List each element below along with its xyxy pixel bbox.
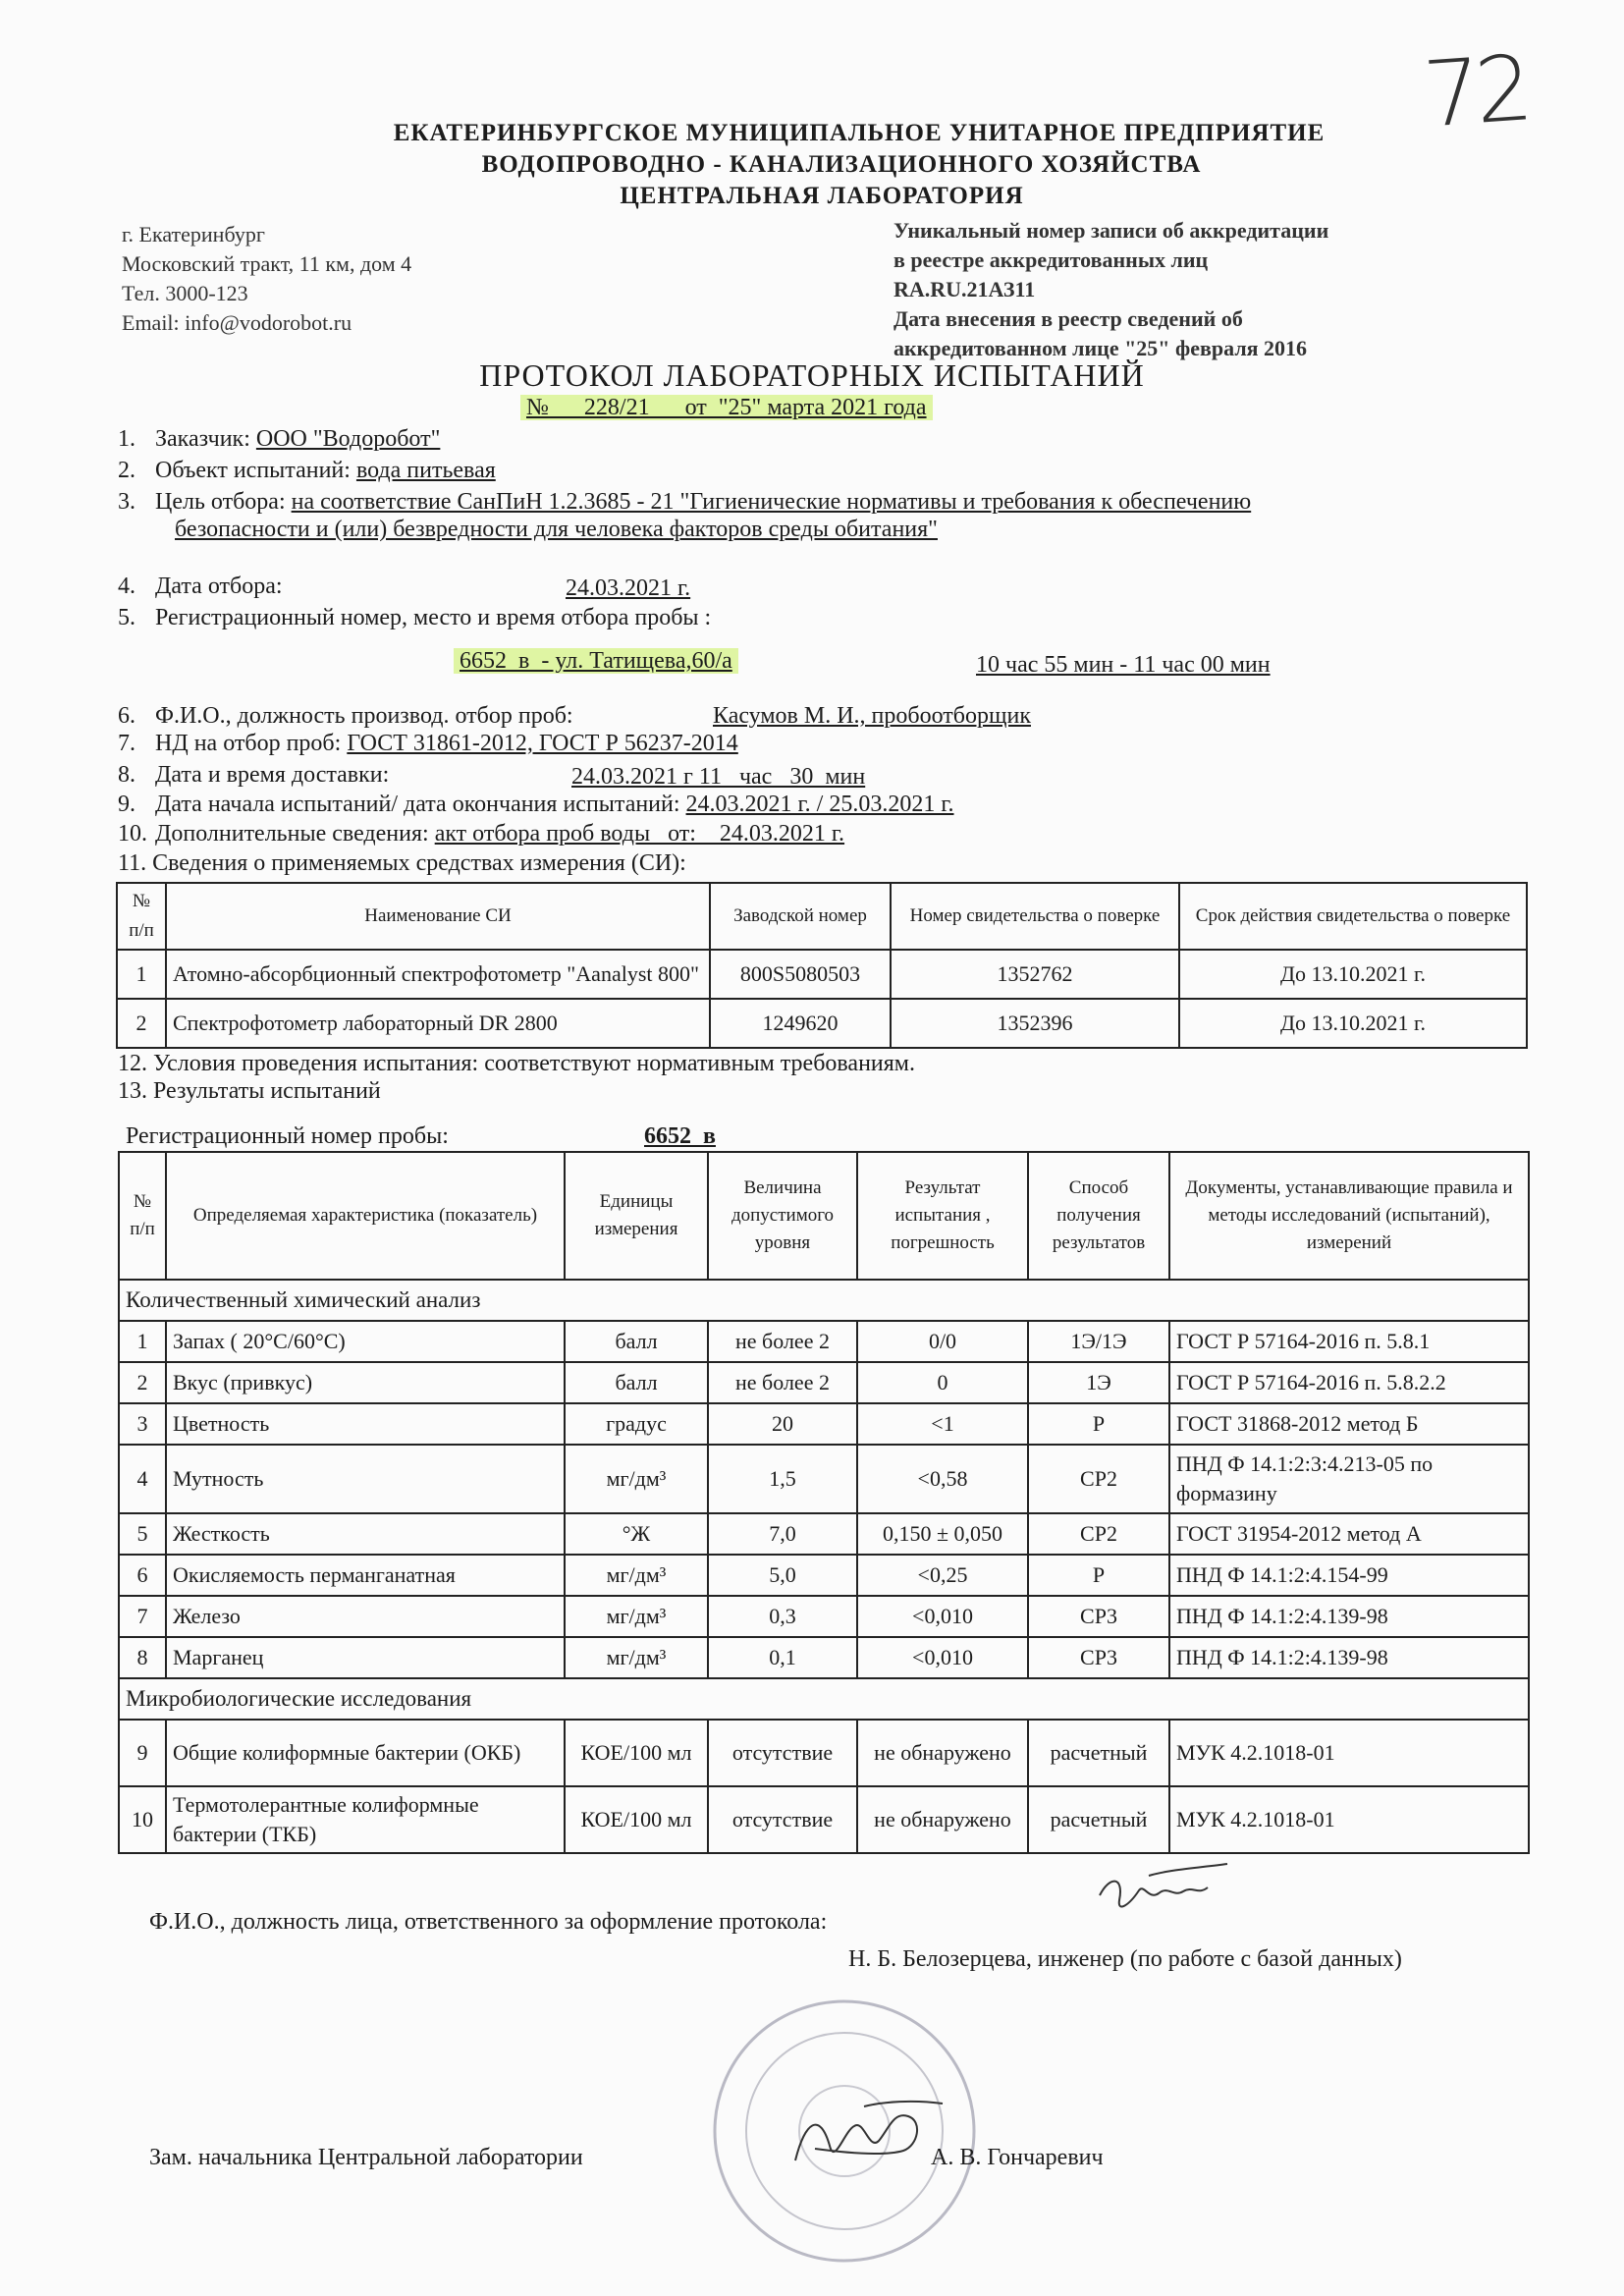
table-cell: 2 bbox=[117, 999, 166, 1048]
table-cell: До 13.10.2021 г. bbox=[1179, 950, 1527, 999]
address-street: Московский тракт, 11 км, дом 4 bbox=[122, 251, 412, 276]
item-number: 10. bbox=[118, 821, 147, 847]
table-cell: 0,1 bbox=[708, 1637, 857, 1678]
table-header-row bbox=[119, 1152, 1529, 1280]
table-cell: 3 bbox=[119, 1403, 166, 1445]
table-cell: 1249620 bbox=[710, 999, 891, 1048]
sample-place-value: 6652 в - ул. Татищева,60/а bbox=[454, 648, 738, 674]
item-label: Дата и время доставки: bbox=[155, 762, 390, 788]
accreditation-line2: в реестре аккредитованных лиц bbox=[893, 247, 1209, 272]
accreditation-line1: Уникальный номер записи об аккредитации bbox=[893, 218, 1329, 243]
table-cell: 6 bbox=[119, 1555, 166, 1596]
item-number: 5. bbox=[118, 605, 135, 630]
table-cell: Общие колиформные бактерии (ОКБ) bbox=[166, 1720, 565, 1786]
table-cell: мг/дм³ bbox=[565, 1596, 708, 1637]
accreditation-number: RA.RU.21АЗ11 bbox=[893, 277, 1036, 301]
sample-place bbox=[454, 648, 738, 675]
responsible-name: Н. Б. Белозерцева, инженер (по работе с базой данных) bbox=[848, 1946, 1402, 1972]
table-cell: балл bbox=[565, 1362, 708, 1403]
table-cell: 2 bbox=[119, 1362, 166, 1403]
item-label: НД на отбор проб: bbox=[155, 731, 342, 756]
table-cell: СР3 bbox=[1028, 1596, 1169, 1637]
table-cell: КОЕ/100 мл bbox=[565, 1786, 708, 1853]
item-number: 3. bbox=[118, 489, 135, 515]
responsible-label: Ф.И.О., должность лица, ответственного за оформление протокола: bbox=[149, 1909, 828, 1935]
item-sampler bbox=[118, 703, 573, 730]
table-cell: <0,010 bbox=[857, 1637, 1028, 1678]
table-cell: 20 bbox=[708, 1403, 857, 1445]
table-cell: отсутствие bbox=[708, 1786, 857, 1853]
table-cell: Спектрофотометр лабораторный DR 2800 bbox=[166, 999, 710, 1048]
item-label: Дата начала испытаний/ дата окончания испытаний: bbox=[155, 792, 680, 817]
table-cell: 0/0 bbox=[857, 1321, 1028, 1362]
item-number: 6. bbox=[118, 703, 135, 729]
table-cell: 4 bbox=[119, 1445, 166, 1513]
table-cell: Атомно-абсорбционный спектрофотометр "Aanalyst 800" bbox=[166, 950, 710, 999]
table-cell: градус bbox=[565, 1403, 708, 1445]
table-cell: Жесткость bbox=[166, 1513, 565, 1555]
table-header: № п/п bbox=[119, 1152, 166, 1280]
table-row bbox=[117, 999, 1527, 1048]
table-cell: 1Э bbox=[1028, 1362, 1169, 1403]
purpose-value: на соответствие СанПиН 1.2.3685 - 21 "Гигиенические нормативы и требования к обеспечению bbox=[291, 489, 1252, 515]
accreditation-block bbox=[893, 216, 1328, 363]
table-header: Срок действия свидетельства о поверке bbox=[1179, 883, 1527, 950]
table-cell: 800S5080503 bbox=[710, 950, 891, 999]
table-cell: Цветность bbox=[166, 1403, 565, 1445]
table-cell: 5 bbox=[119, 1513, 166, 1555]
item-registration bbox=[118, 605, 711, 631]
item-sampling-date bbox=[118, 574, 283, 600]
section-title: Микробиологические исследования bbox=[119, 1678, 1529, 1720]
table-cell: 0,3 bbox=[708, 1596, 857, 1637]
table-row bbox=[119, 1403, 1529, 1445]
table-cell: 8 bbox=[119, 1637, 166, 1678]
item-number: 7. bbox=[118, 731, 135, 756]
item-si-heading: 11. Сведения о применяемых средствах измерения (СИ): bbox=[118, 850, 686, 876]
table-row bbox=[119, 1555, 1529, 1596]
table-cell: 5,0 bbox=[708, 1555, 857, 1596]
sampling-standard-value: ГОСТ 31861-2012, ГОСТ Р 56237-2014 bbox=[347, 731, 738, 756]
item-number: 2. bbox=[118, 458, 135, 483]
table-header: Величина допустимого уровня bbox=[708, 1152, 857, 1280]
item-delivery bbox=[118, 762, 389, 789]
table-row bbox=[119, 1321, 1529, 1362]
delivery-value: 24.03.2021 г 11 час 30 мин bbox=[571, 764, 866, 790]
table-cell: <1 bbox=[857, 1403, 1028, 1445]
table-cell: <0,25 bbox=[857, 1555, 1028, 1596]
table-row bbox=[117, 950, 1527, 999]
table-cell: 1352762 bbox=[891, 950, 1179, 999]
item-purpose bbox=[118, 489, 1251, 516]
item-label: Заказчик: bbox=[155, 426, 250, 452]
table-cell: 7 bbox=[119, 1596, 166, 1637]
table-row bbox=[119, 1637, 1529, 1678]
table-header: Документы, устанавливающие правила и методы исследований (испытаний), измерений bbox=[1169, 1152, 1529, 1280]
org-header-line2: ВОДОПРОВОДНО - КАНАЛИЗАЦИОННОГО ХОЗЯЙСТВА bbox=[481, 151, 1202, 178]
table-header: № п/п bbox=[117, 883, 166, 950]
table-row bbox=[119, 1786, 1529, 1853]
table-header: Единицы измерения bbox=[565, 1152, 708, 1280]
table-cell: МУК 4.2.1018-01 bbox=[1169, 1786, 1529, 1853]
org-header-line3: ЦЕНТРАЛЬНАЯ ЛАБОРАТОРИЯ bbox=[620, 183, 1024, 209]
table-cell: 1 bbox=[119, 1321, 166, 1362]
item-number: 4. bbox=[118, 574, 135, 599]
table-cell: Р bbox=[1028, 1555, 1169, 1596]
table-cell: не обнаружено bbox=[857, 1786, 1028, 1853]
deputy-label: Зам. начальника Центральной лаборатории bbox=[149, 2145, 583, 2170]
table-cell: 0,150 ± 0,050 bbox=[857, 1513, 1028, 1555]
table-cell: <0,010 bbox=[857, 1596, 1028, 1637]
additional-value: акт отбора проб воды от: 24.03.2021 г. bbox=[434, 821, 845, 847]
section-title: Количественный химический анализ bbox=[119, 1280, 1529, 1321]
table-cell: балл bbox=[565, 1321, 708, 1362]
reg-number-value: 6652 в bbox=[644, 1123, 716, 1149]
item-test-dates bbox=[118, 792, 954, 818]
table-cell: °Ж bbox=[565, 1513, 708, 1555]
customer-value: ООО "Водоробот" bbox=[255, 426, 441, 452]
table-cell: Железо bbox=[166, 1596, 565, 1637]
table-cell: Р bbox=[1028, 1403, 1169, 1445]
table-cell: расчетный bbox=[1028, 1720, 1169, 1786]
address-block bbox=[122, 220, 411, 338]
table-cell: 1Э/1Э bbox=[1028, 1321, 1169, 1362]
table-cell: ГОСТ Р 57164-2016 п. 5.8.2.2 bbox=[1169, 1362, 1529, 1403]
accreditation-line4: Дата внесения в реестр сведений об bbox=[893, 306, 1243, 331]
table-cell: 10 bbox=[119, 1786, 166, 1853]
signature-deputy bbox=[776, 2092, 952, 2180]
table-row bbox=[119, 1513, 1529, 1555]
table-cell: ГОСТ Р 57164-2016 п. 5.8.1 bbox=[1169, 1321, 1529, 1362]
table-cell: Запах ( 20°С/60°С) bbox=[166, 1321, 565, 1362]
signature-responsible bbox=[1090, 1856, 1237, 1925]
table-cell: СР2 bbox=[1028, 1445, 1169, 1513]
table-cell: СР2 bbox=[1028, 1513, 1169, 1555]
section-row bbox=[119, 1678, 1529, 1720]
table-cell: ГОСТ 31868-2012 метод Б bbox=[1169, 1403, 1529, 1445]
object-value: вода питьевая bbox=[355, 458, 496, 483]
protocol-title: ПРОТОКОЛ ЛАБОРАТОРНЫХ ИСПЫТАНИЙ bbox=[479, 357, 1145, 393]
address-phone: Тел. 3000-123 bbox=[122, 281, 248, 305]
table-cell: Вкус (привкус) bbox=[166, 1362, 565, 1403]
item-label: Дополнительные сведения: bbox=[155, 821, 429, 847]
item-number: 1. bbox=[118, 426, 135, 452]
sample-time: 10 час 55 мин - 11 час 00 мин bbox=[976, 652, 1271, 678]
table-cell: не более 2 bbox=[708, 1362, 857, 1403]
item-label: Регистрационный номер, место и время отбора пробы : bbox=[155, 605, 712, 630]
table-cell: мг/дм³ bbox=[565, 1637, 708, 1678]
table-cell: Мутность bbox=[166, 1445, 565, 1513]
table-cell: Термотолерантные колиформные бактерии (ТКБ) bbox=[166, 1786, 565, 1853]
table-cell: не обнаружено bbox=[857, 1720, 1028, 1786]
table-cell: СР3 bbox=[1028, 1637, 1169, 1678]
table-cell: До 13.10.2021 г. bbox=[1179, 999, 1527, 1048]
reg-number-label: Регистрационный номер пробы: bbox=[126, 1123, 449, 1149]
item-object bbox=[118, 458, 496, 484]
item-number: 8. bbox=[118, 762, 135, 788]
table-cell: <0,58 bbox=[857, 1445, 1028, 1513]
table-cell: ПНД Ф 14.1:2:4.154-99 bbox=[1169, 1555, 1529, 1596]
table-cell: ПНД Ф 14.1:2:3:4.213-05 по формазину bbox=[1169, 1445, 1529, 1513]
table-cell: КОЕ/100 мл bbox=[565, 1720, 708, 1786]
results-table bbox=[118, 1151, 1530, 1854]
accreditation-line5: аккредитованном лице "25" февраля 2016 bbox=[893, 336, 1308, 360]
item-label: Дата отбора: bbox=[155, 574, 283, 599]
item-results-heading: 13. Результаты испытаний bbox=[118, 1078, 381, 1104]
table-cell: 0 bbox=[857, 1362, 1028, 1403]
table-cell: ПНД Ф 14.1:2:4.139-98 bbox=[1169, 1637, 1529, 1678]
table-header-row bbox=[117, 883, 1527, 950]
table-cell: 1352396 bbox=[891, 999, 1179, 1048]
table-header: Определяемая характеристика (показатель) bbox=[166, 1152, 565, 1280]
item-customer bbox=[118, 426, 440, 453]
table-row bbox=[119, 1362, 1529, 1403]
table-row bbox=[119, 1720, 1529, 1786]
section-row bbox=[119, 1280, 1529, 1321]
table-cell: 1,5 bbox=[708, 1445, 857, 1513]
table-row bbox=[119, 1596, 1529, 1637]
table-cell: мг/дм³ bbox=[565, 1555, 708, 1596]
item-label: Ф.И.О., должность производ. отбор проб: bbox=[155, 703, 573, 729]
table-cell: расчетный bbox=[1028, 1786, 1169, 1853]
table-cell: Марганец bbox=[166, 1637, 565, 1678]
table-cell: ГОСТ 31954-2012 метод А bbox=[1169, 1513, 1529, 1555]
table-cell: мг/дм³ bbox=[565, 1445, 708, 1513]
table-cell: отсутствие bbox=[708, 1720, 857, 1786]
item-number: 9. bbox=[118, 792, 135, 817]
protocol-number-text: № 228/21 от "25" марта 2021 года bbox=[520, 395, 933, 420]
table-row bbox=[119, 1445, 1529, 1513]
table-header: Результат испытания , погрешность bbox=[857, 1152, 1028, 1280]
item-sampling-standard bbox=[118, 731, 738, 757]
purpose-value-cont: безопасности и (или) безвредности для человека факторов среды обитания" bbox=[175, 517, 938, 542]
test-dates-value: 24.03.2021 г. / 25.03.2021 г. bbox=[685, 792, 954, 817]
item-label: Цель отбора: bbox=[155, 489, 286, 515]
table-header: Номер свидетельства о поверке bbox=[891, 883, 1179, 950]
table-header: Наименование СИ bbox=[166, 883, 710, 950]
table-cell: Окисляемость перманганатная bbox=[166, 1555, 565, 1596]
protocol-number bbox=[520, 395, 933, 421]
measurement-instruments-table bbox=[116, 882, 1528, 1049]
address-city: г. Екатеринбург bbox=[122, 222, 265, 246]
item-purpose-cont bbox=[175, 517, 938, 543]
table-cell: ПНД Ф 14.1:2:4.139-98 bbox=[1169, 1596, 1529, 1637]
table-cell: 9 bbox=[119, 1720, 166, 1786]
item-label: Объект испытаний: bbox=[155, 458, 351, 483]
table-cell: МУК 4.2.1018-01 bbox=[1169, 1720, 1529, 1786]
deputy-name: А. В. Гончаревич bbox=[931, 2145, 1104, 2170]
item-conditions: 12. Условия проведения испытания: соответствуют нормативным требованиям. bbox=[118, 1051, 915, 1076]
table-header: Способ получения результатов bbox=[1028, 1152, 1169, 1280]
table-header: Заводской номер bbox=[710, 883, 891, 950]
handwritten-page-number: 72 bbox=[1420, 35, 1531, 148]
sampler-value: Касумов М. И., пробоотборщик bbox=[713, 703, 1031, 729]
org-header-line1: ЕКАТЕРИНБУРГСКОЕ МУНИЦИПАЛЬНОЕ УНИТАРНОЕ ПРЕДПРИЯТИЕ bbox=[393, 120, 1326, 146]
table-cell: 1 bbox=[117, 950, 166, 999]
sampling-date-value: 24.03.2021 г. bbox=[566, 575, 691, 601]
address-email: Email: info@vodorobot.ru bbox=[122, 310, 352, 335]
table-cell: 7,0 bbox=[708, 1513, 857, 1555]
item-additional bbox=[118, 821, 844, 847]
table-cell: не более 2 bbox=[708, 1321, 857, 1362]
